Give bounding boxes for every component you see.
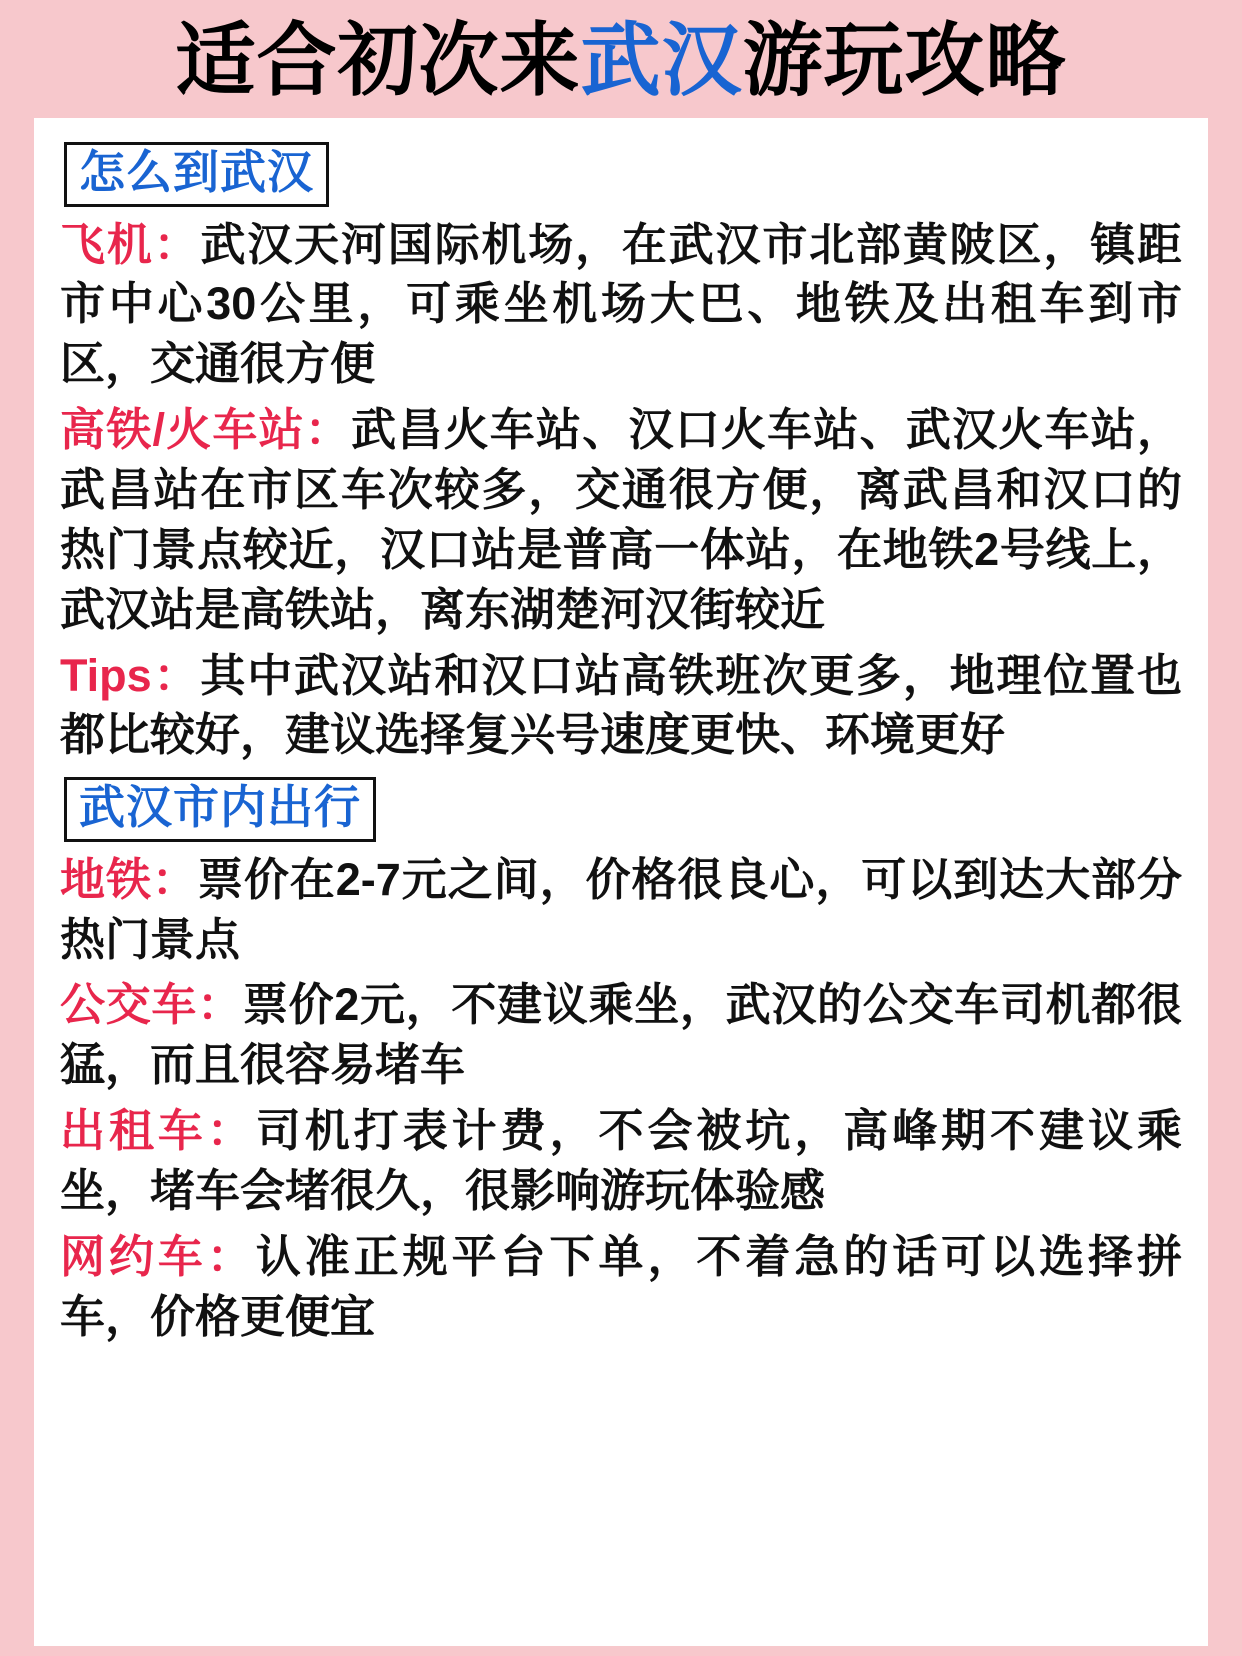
item-plane-text: 武汉天河国际机场，在武汉市北部黄陂区，镇距市中心30公里，可乘坐机场大巴、地铁及出租车到市区，交通很方便 xyxy=(60,218,1182,390)
item-metro xyxy=(60,850,1182,970)
item-ride-hailing-text: 认准正规平台下单，不着急的话可以选择拼车，价格更便宜 xyxy=(60,1230,1182,1342)
item-taxi xyxy=(60,1101,1182,1221)
item-plane-label: 飞机： xyxy=(60,218,201,270)
item-taxi-label: 出租车： xyxy=(60,1105,256,1157)
page-title xyxy=(34,0,1208,118)
item-ride-hailing xyxy=(60,1227,1182,1347)
item-tips-text: 其中武汉站和汉口站高铁班次更多，地理位置也都比较好，建议选择复兴号速度更快、环境更好 xyxy=(60,649,1182,761)
title-text xyxy=(175,16,1067,105)
item-taxi-text: 司机打表计费，不会被坑，高峰期不建议乘坐，堵车会堵很久，很影响游玩体验感 xyxy=(60,1105,1182,1216)
item-train-label: 高铁/火车站： xyxy=(60,404,352,456)
section-heading-label: 武汉市内出行 xyxy=(79,781,361,834)
item-tips-label: Tips： xyxy=(60,649,201,701)
item-train-text: 武昌火车站、汉口火车站、武汉火车站，武昌站在市区车次较多，交通很方便，离武昌和汉口的热门景点较近，汉口站是普高一体站，在地铁2号线上，武汉站是高铁站，离东湖楚河汉街较近 xyxy=(60,404,1182,635)
item-tips xyxy=(60,646,1182,766)
section-heading-city-transport xyxy=(64,777,376,842)
title-highlight: 武汉 xyxy=(580,16,743,105)
item-ride-hailing-label: 网约车： xyxy=(60,1230,256,1282)
title-before: 适合初次来 xyxy=(175,16,581,105)
item-train xyxy=(60,400,1182,639)
title-after: 游玩攻略 xyxy=(742,16,1067,105)
section-heading-label: 怎么到武汉 xyxy=(79,146,314,198)
item-bus-label: 公交车： xyxy=(60,979,243,1031)
item-metro-text: 票价在2-7元之间，价格很良心，可以到达大部分热门景点 xyxy=(60,853,1182,965)
content-card xyxy=(34,118,1208,1646)
item-plane xyxy=(60,215,1182,395)
item-bus-text: 票价2元，不建议乘坐，武汉的公交车司机都很猛，而且很容易堵车 xyxy=(60,979,1182,1091)
item-metro-label: 地铁： xyxy=(60,853,198,905)
section-heading-how-to-arrive xyxy=(64,142,329,207)
item-bus xyxy=(60,975,1182,1095)
